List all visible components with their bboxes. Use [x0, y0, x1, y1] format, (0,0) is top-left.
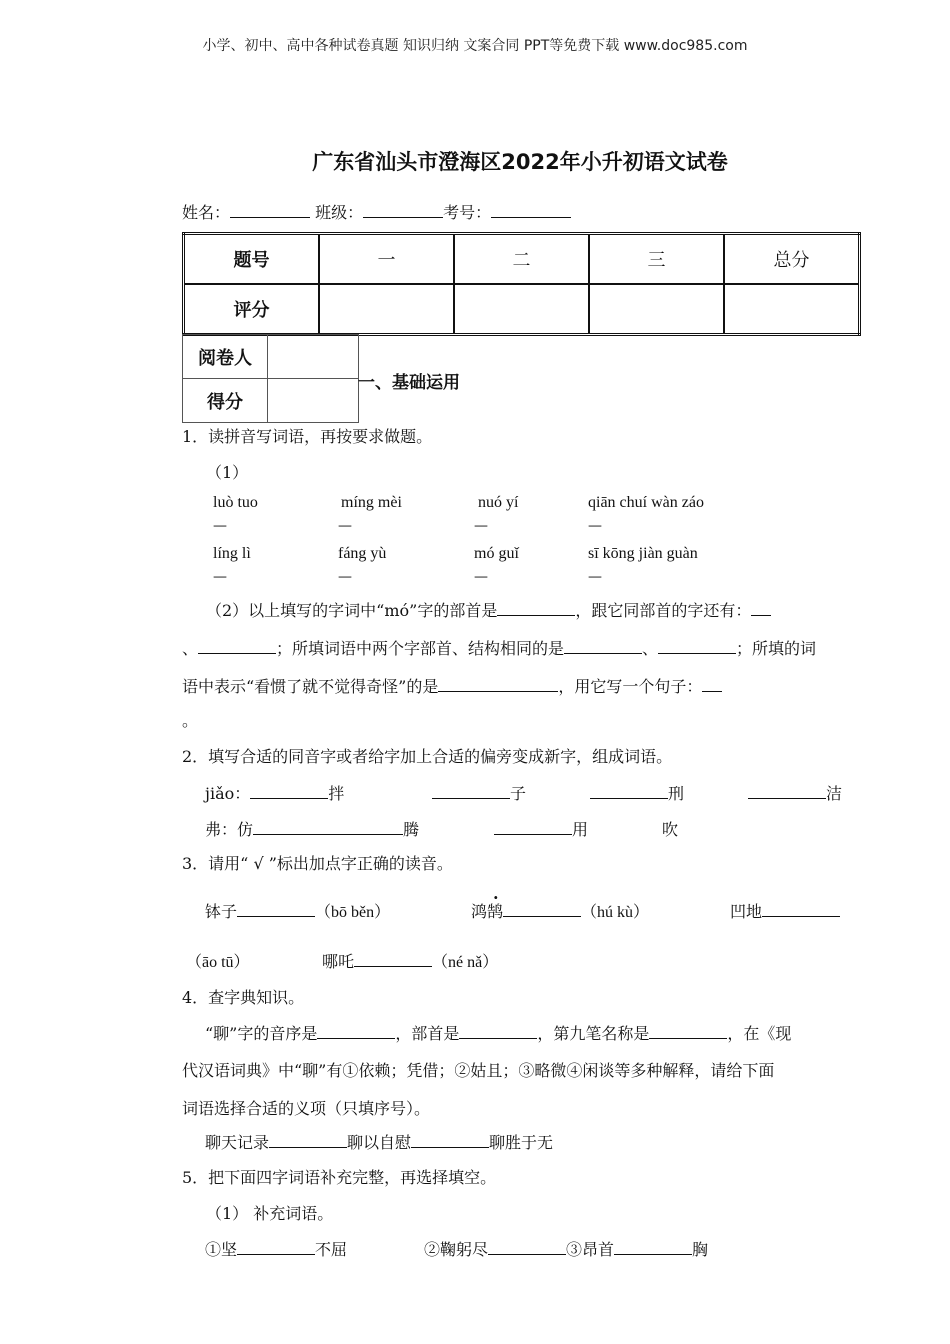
q3-item [322, 949, 498, 972]
answer-blank[interactable] [432, 784, 510, 799]
answer-blank[interactable] [269, 1133, 347, 1148]
pinyin: qiān chuí wàn záo [588, 494, 704, 511]
pinyin: mó guǐ [474, 545, 519, 562]
page-title: 广东省汕头市澄海区2022年小升初语文试卷 [312, 150, 728, 174]
answer-blank[interactable] [503, 902, 581, 917]
text: 凹地 [730, 902, 763, 921]
score-table-header-row [184, 234, 860, 285]
answer-blank[interactable] [614, 1240, 692, 1255]
answer-blank[interactable] [702, 677, 722, 692]
answer-blank[interactable]: — [474, 518, 488, 534]
q2-item [494, 817, 588, 840]
text: 、 [642, 639, 659, 658]
answer-blank[interactable] [198, 639, 276, 654]
answer-blank[interactable] [497, 601, 575, 616]
class-label: 班级： [315, 203, 364, 222]
text: ，跟它同部首的字还有： [575, 601, 752, 620]
answer-blank[interactable] [488, 1240, 566, 1255]
text: ③昂首 [566, 1240, 615, 1259]
pinyin: （bō běn） [315, 904, 391, 921]
text: ②鞠躬尽 [424, 1240, 489, 1259]
answer-blank[interactable]: — [474, 569, 488, 585]
answer-blank[interactable] [411, 1133, 489, 1148]
text: ，用它写一个句子： [558, 677, 703, 696]
text: 刑 [668, 784, 685, 803]
q1-stem: 1．读拼音写词语，再按要求做题。 [182, 427, 433, 446]
q2-line1 [205, 781, 344, 804]
grader-cell[interactable] [268, 335, 359, 379]
q4-line2: 代汉语词典》中“聊”有①依赖；凭借；②姑且；③略微④闲谈等多种解释，请给下面 [182, 1061, 775, 1080]
q2-item [748, 781, 842, 804]
text: 洁 [826, 784, 843, 803]
text: 用 [572, 820, 589, 839]
page-header: 小学、初中、高中各种试卷真题 知识归纳 文案合同 PPT等免费下载 www.doc985.com [202, 38, 748, 54]
grader-label: 阅卷人 [183, 335, 268, 379]
answer-blank[interactable]: — [213, 518, 227, 534]
section-heading: 一、基础运用 [358, 373, 460, 393]
grader-score-label: 得分 [183, 379, 268, 423]
answer-blank[interactable] [748, 784, 826, 799]
score-cell[interactable] [589, 284, 724, 335]
q3-item [471, 899, 649, 922]
answer-blank[interactable] [438, 677, 558, 692]
score-header-cell: 一 [319, 234, 454, 285]
q1-part1: （1） [206, 463, 249, 482]
text: ①坚 [205, 1240, 238, 1259]
answer-blank[interactable]: — [588, 518, 602, 534]
q1-part2-line2 [182, 636, 816, 659]
q5-stem: 5．把下面四字词语补充完整，再选择填空。 [182, 1168, 497, 1187]
pinyin: （né nǎ） [432, 954, 499, 971]
exam-no-label: 考号： [443, 203, 492, 222]
pinyin: fáng yù [338, 545, 387, 562]
q3-item [730, 899, 840, 922]
q2-item [432, 781, 526, 804]
q2-item [590, 781, 684, 804]
text: 聊胜于无 [489, 1133, 554, 1152]
q3-stem: 3．请用“ √ ”标出加点字正确的读音。 [182, 854, 453, 873]
score-header-cell: 三 [589, 234, 724, 285]
score-cell[interactable] [454, 284, 589, 335]
score-cell[interactable] [724, 284, 860, 335]
q2-item: 吹 [662, 820, 679, 839]
score-cell[interactable] [319, 284, 454, 335]
text: 不屈 [315, 1240, 348, 1259]
answer-blank[interactable] [658, 639, 736, 654]
score-header-cell: 二 [454, 234, 589, 285]
text: ；所填词语中两个字部首、结构相同的是 [276, 639, 565, 658]
answer-blank[interactable] [459, 1024, 537, 1039]
pinyin: （hú kù） [581, 904, 650, 921]
answer-blank[interactable]: — [588, 569, 602, 585]
text: 聊天记录 [205, 1133, 270, 1152]
q1-part2-line1 [206, 598, 771, 621]
pinyin: nuó yí [478, 494, 519, 511]
answer-blank[interactable] [590, 784, 668, 799]
text: ；所填的词 [736, 639, 817, 658]
text: 哪吒 [322, 952, 355, 971]
text: ，部首是 [395, 1024, 460, 1043]
q4-line4 [205, 1130, 553, 1153]
score-header-cell: 总分 [724, 234, 860, 285]
q5-item [205, 1237, 347, 1260]
pinyin: líng lì [213, 545, 251, 562]
answer-blank[interactable] [751, 601, 771, 616]
answer-blank[interactable] [762, 902, 840, 917]
pinyin: míng mèi [341, 494, 402, 511]
name-blank[interactable] [230, 203, 310, 218]
q5-part1: （1） 补充词语。 [206, 1204, 334, 1223]
text: 鸿 [471, 902, 488, 921]
text: 弗：仿 [205, 820, 254, 839]
exam-no-blank[interactable] [491, 203, 571, 218]
q4-line3: 词语选择合适的义项（只填序号）。 [182, 1099, 431, 1118]
text: 聊以自慰 [347, 1133, 412, 1152]
q3-item [205, 899, 390, 922]
text: 拌 [328, 784, 345, 803]
answer-blank[interactable] [250, 784, 328, 799]
score-table [182, 232, 861, 336]
answer-blank[interactable] [354, 952, 432, 967]
pinyin: （āo tū） [186, 954, 250, 971]
q1-end: 。 [182, 711, 199, 730]
score-row-label: 评分 [184, 284, 320, 335]
dotted-char: 鹄 [487, 902, 504, 921]
grader-table [182, 334, 359, 423]
name-label: 姓名： [182, 203, 231, 222]
answer-blank[interactable]: — [338, 518, 352, 534]
class-blank[interactable] [363, 203, 443, 218]
q1-part2-line3 [182, 674, 722, 697]
text: 胸 [692, 1240, 709, 1259]
score-header-cell: 题号 [184, 234, 320, 285]
q4-line1 [205, 1021, 791, 1044]
text: 语中表示“看惯了就不觉得奇怪”的是 [182, 677, 439, 696]
text: （2）以上填写的字词中“mó”字的部首是 [206, 601, 498, 620]
text: 腾 [403, 820, 420, 839]
pinyin: luò tuo [213, 494, 258, 511]
text: jiǎo： [205, 784, 251, 803]
answer-blank[interactable] [317, 1024, 395, 1039]
grader-score-cell[interactable] [268, 379, 359, 423]
text: 钵子 [205, 902, 238, 921]
text: 子 [510, 784, 527, 803]
q5-item [424, 1237, 708, 1260]
q4-stem: 4．查字典知识。 [182, 988, 305, 1007]
answer-blank[interactable] [494, 820, 572, 835]
text: ，第九笔名称是 [537, 1024, 650, 1043]
answer-blank[interactable]: — [213, 569, 227, 585]
answer-blank[interactable] [649, 1024, 727, 1039]
answer-blank[interactable] [253, 820, 403, 835]
pinyin: sī kōng jiàn guàn [588, 545, 698, 562]
score-table-row [184, 284, 860, 335]
student-info [182, 200, 571, 223]
q2-stem: 2．填写合适的同音字或者给字加上合适的偏旁变成新字，组成词语。 [182, 747, 673, 766]
answer-blank[interactable] [237, 902, 315, 917]
text: ，在《现 [727, 1024, 792, 1043]
answer-blank[interactable] [237, 1240, 315, 1255]
answer-blank[interactable]: — [338, 569, 352, 585]
q2-line2 [205, 817, 419, 840]
answer-blank[interactable] [564, 639, 642, 654]
text: 、 [182, 639, 199, 658]
text: “聊”字的音序是 [205, 1024, 318, 1043]
